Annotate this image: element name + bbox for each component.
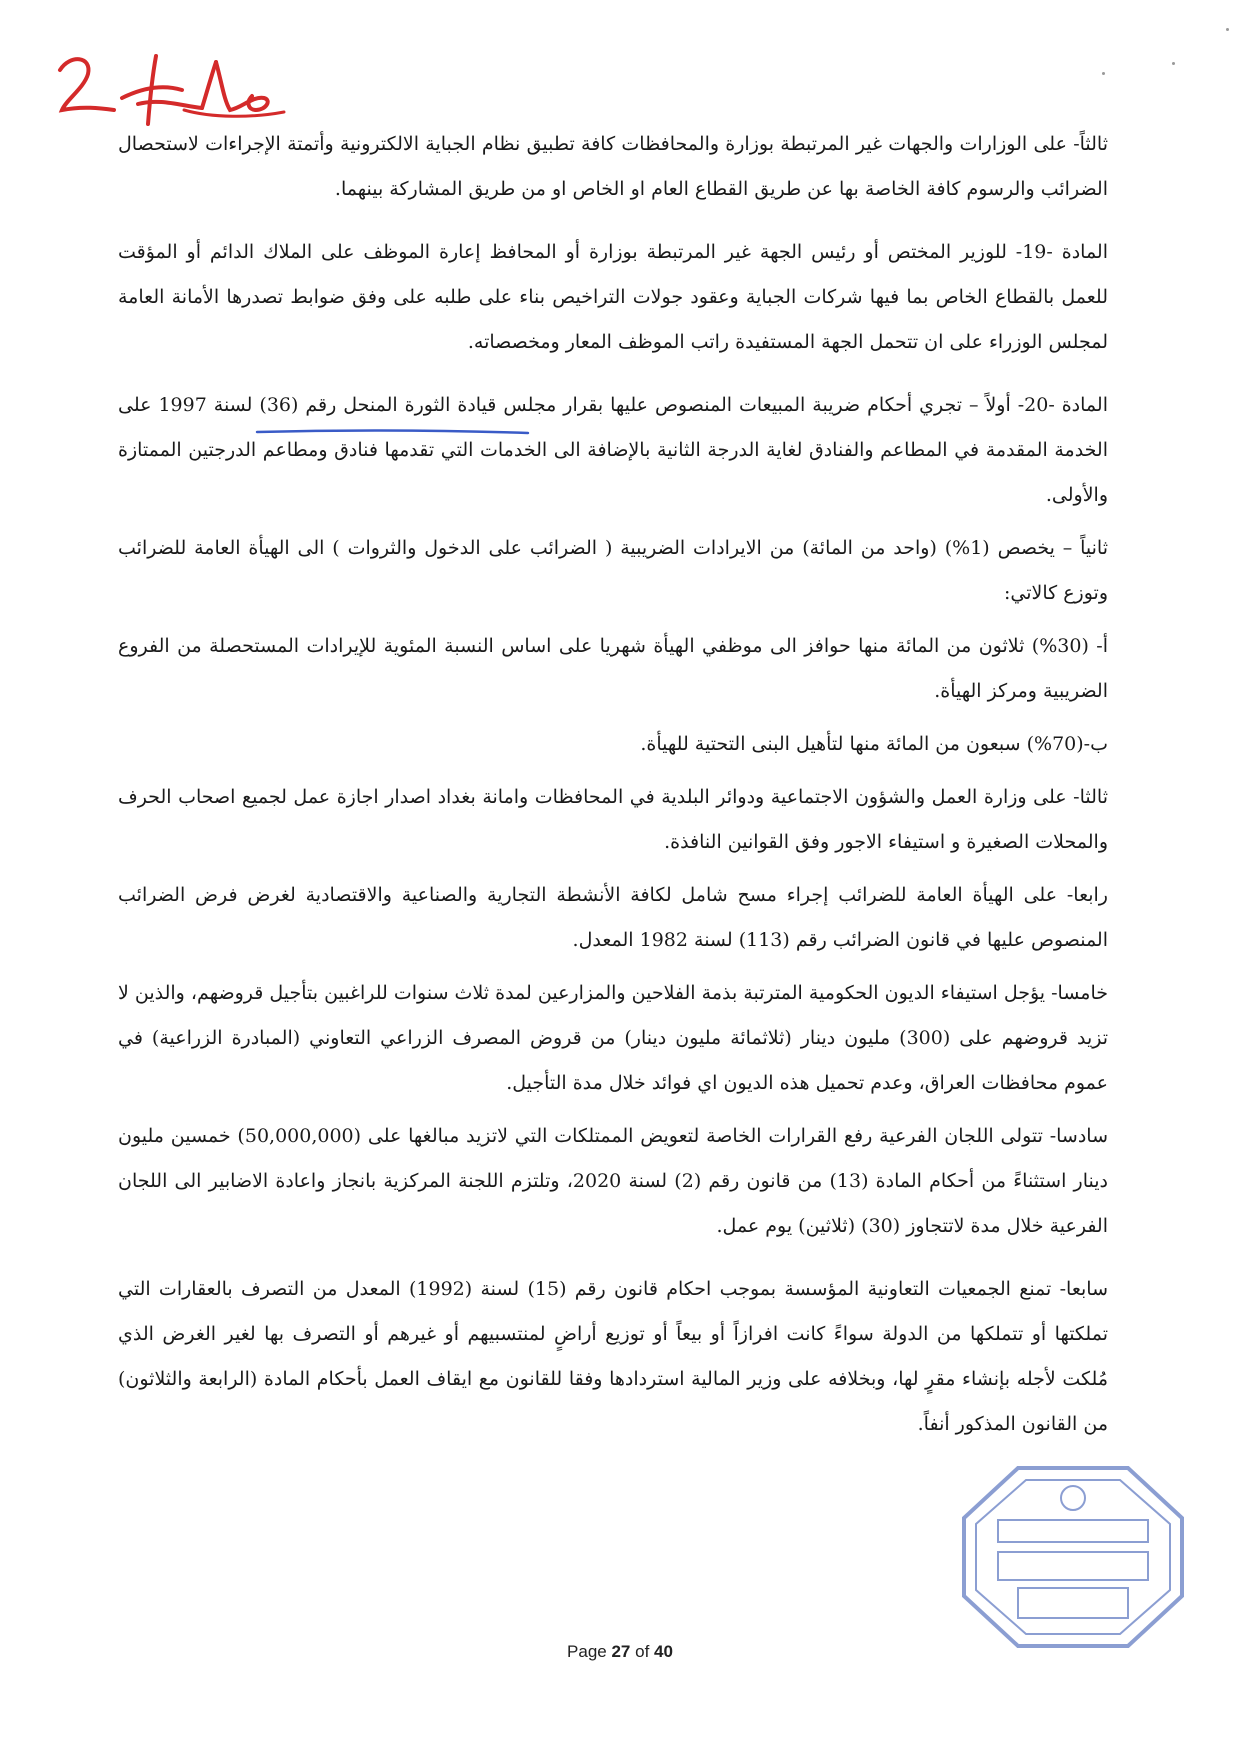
- current-page-number: 27: [611, 1642, 631, 1661]
- article-20-third: ثالثا- على وزارة العمل والشؤون الاجتماعية ودوائر البلدية في المحافظات وامانة بغداد اصدار اجازة عمل لجميع اصحاب الحرف والمحلات الصغيرة و استيفاء الاجور وفق القوانين النافذة.: [118, 786, 1108, 853]
- scan-speck: [1172, 62, 1175, 65]
- item-a-incentives: أ- (30%) ثلاثون من المائة منها حوافز الى موظفي الهيأة شهريا على اساس النسبة المئوية للإيرادات المستحصلة من الفروع الضريبية ومركز الهيأة.: [118, 635, 1108, 702]
- pen-underline-mark: [255, 428, 530, 436]
- official-stamp: [958, 1462, 1188, 1652]
- of-label: of: [635, 1642, 650, 1661]
- article-20-second: ثانياً – يخصص (1%) (واحد من المائة) من الايرادات الضريبية ( الضرائب على الدخول والثروات ) الى الهيأة العامة للضرائب وتوزع كالاتي:: [118, 537, 1108, 604]
- article-19: المادة -19- للوزير المختص أو رئيس الجهة غير المرتبطة بوزارة أو المحافظ إعارة الموظف على الملاك الدائم أو المؤقت للعمل بالقطاع الخاص بما فيها شركات الجباية وعقود جولات التراخيص بناء على طلبه على وفق ضوابط تصدرها الأمانة العامة لمجلس الوزراء على ان تتحمل الجهة المستفيدة راتب الموظف المعار ومخصصاته.: [118, 241, 1109, 353]
- total-pages: 40: [654, 1642, 673, 1661]
- article-20-fifth: خامسا- يؤجل استيفاء الديون الحكومية المترتبة بذمة الفلاحين والمزارعين لمدة ثلاث سنوات للراغبين بتأجيل قروضهم، والذين لا تزيد قروضهم على (300) مليون دينار (ثلاثمائة مليون دينار) من قروض المصرف الزراعي التعاوني (المبادرة الزراعية) في عموم محافظات العراق، وعدم تحميل هذه الديون اي فوائد خلال مدة التأجيل.: [118, 982, 1108, 1094]
- handwritten-signature: [52, 48, 292, 128]
- article-20-first: المادة -20- أولاً – تجري أحكام ضريبة المبيعات المنصوص عليها بقرار مجلس قيادة الثورة المنحل رقم (36) لسنة 1997 على الخدمة المقدمة في المطاعم والفنادق لغاية الدرجة الثانية بالإضافة الى الخدمات التي تقدمها فنادق ومطاعم الدرجتين الممتازة والأولى.: [118, 394, 1108, 506]
- scan-speck: [1226, 28, 1229, 31]
- article-20-sixth: سادسا- تتولى اللجان الفرعية رفع القرارات الخاصة لتعويض الممتلكات التي لاتزيد مبالغها على (50,000,000) خمسين مليون دينار استثناءً من أحكام المادة (13) من قانون رقم (2) لسنة 2020، وتلتزم اللجنة المركزية بانجاز واعادة الاضابير الى اللجان الفرعية خلال مدة لاتتجاوز (30) (ثلاثين) يوم عمل.: [118, 1125, 1108, 1237]
- article-20-seventh: سابعا- تمنع الجمعيات التعاونية المؤسسة بموجب احكام قانون رقم (15) لسنة (1992) المعدل من التصرف بالعقارات التي تملكتها أو تتملكها من الدولة سواءً كانت افرازاً أو بيعاً أو توزيع أراضٍ لمنتسبيهم أو غيرهم أو التصرف بها لغير الغرض الذي مُلكت لأجله بإنشاء مقرٍ لها، وبخلافه على وزير المالية استردادها وفقا للقانون مع ايقاف العمل بأحكام المادة (الرابعة والثلاثون) من القانون المذكور أنفاً.: [118, 1278, 1108, 1435]
- scan-speck: [1102, 72, 1105, 75]
- page-label: Page: [567, 1642, 607, 1661]
- page-footer: [0, 1642, 1240, 1662]
- document-body: [118, 122, 1108, 1455]
- article-20-fourth: رابعا- على الهيأة العامة للضرائب إجراء مسح شامل لكافة الأنشطة التجارية والصناعية والاقتصادية لغرض فرض الضرائب المنصوص عليها في قانون الضرائب رقم (113) لسنة 1982 المعدل.: [118, 884, 1108, 951]
- item-b-infrastructure: ب-(70%) سبعون من المائة منها لتأهيل البنى التحتية للهيأة.: [640, 733, 1108, 755]
- paragraph-third-e-collection: ثالثاً- على الوزارات والجهات غير المرتبطة بوزارة والمحافظات كافة تطبيق نظام الجباية الالكترونية وأتمتة الإجراءات لاستحصال الضرائب والرسوم كافة الخاصة بها عن طريق القطاع العام او الخاص او من طريق المشاركة بينهما.: [118, 133, 1109, 200]
